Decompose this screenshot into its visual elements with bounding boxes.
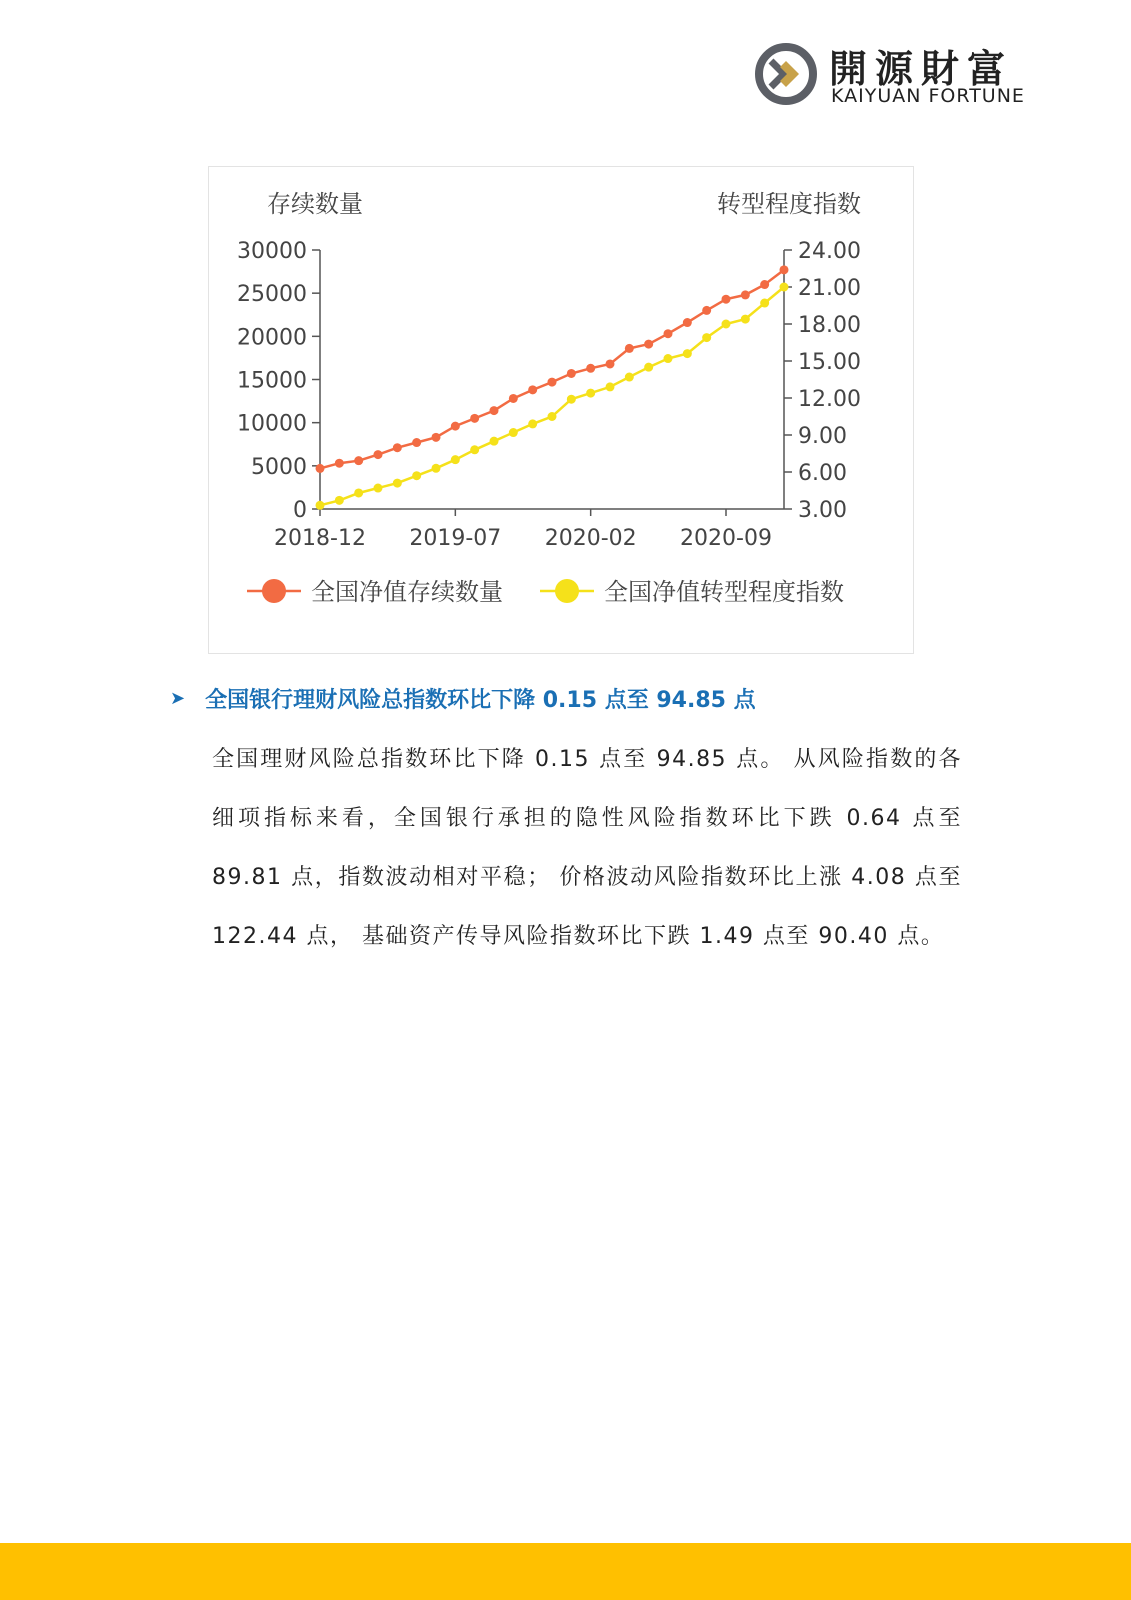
section-paragraph: 全国理财风险总指数环比下降 0.15 点至 94.85 点。 从风险指数的各细项指标来看，全国银行承担的隐性风险指数环比下跌 0.64 点至 89.81 点，指数波动相对平稳； 价格波动风险指数环比上涨 4.08 点至 122.44 点， 基础资产传导风险指数环比下跌 1.49 点至 90.40 点。 bbox=[212, 747, 962, 949]
series-2-point bbox=[393, 479, 402, 488]
left-tick-label: 25000 bbox=[237, 282, 307, 308]
legend-marker-1 bbox=[262, 579, 286, 603]
right-tick-label: 18.00 bbox=[798, 313, 861, 338]
legend-marker-2 bbox=[555, 579, 579, 603]
right-tick-label: 12.00 bbox=[798, 387, 861, 412]
series-2-point bbox=[432, 464, 441, 473]
right-tick-label: 15.00 bbox=[798, 350, 861, 375]
section-heading bbox=[170, 683, 756, 714]
series-2-point bbox=[451, 455, 460, 464]
dual-axis-line-chart bbox=[209, 167, 913, 653]
series-2-point bbox=[528, 419, 537, 428]
series-2-point bbox=[548, 412, 557, 421]
series-2-point bbox=[567, 395, 576, 404]
series-1-point bbox=[470, 414, 479, 423]
right-tick-label: 6.00 bbox=[798, 461, 847, 486]
series-1-point bbox=[354, 456, 363, 465]
series-1-point bbox=[702, 306, 711, 315]
series-line-2 bbox=[320, 287, 784, 505]
series-2-point bbox=[490, 437, 499, 446]
series-1-point bbox=[722, 295, 731, 304]
series-1-point bbox=[509, 394, 518, 403]
logo-name-cn: 開源財富 bbox=[829, 47, 1014, 91]
section-heading-text: 全国银行理财风险总指数环比下降 0.15 点至 94.85 点 bbox=[205, 688, 756, 713]
series-2-point bbox=[780, 283, 789, 292]
left-tick-label: 10000 bbox=[237, 411, 307, 437]
series-1-point bbox=[741, 290, 750, 299]
series-2-point bbox=[374, 484, 383, 493]
company-logo bbox=[753, 38, 1043, 110]
left-tick-label: 15000 bbox=[237, 368, 307, 394]
series-2-point bbox=[606, 382, 615, 391]
series-1-point bbox=[432, 433, 441, 442]
left-tick-label: 20000 bbox=[237, 325, 307, 351]
series-2-point bbox=[664, 354, 673, 363]
series-2-point bbox=[741, 315, 750, 324]
series-1-point bbox=[625, 344, 634, 353]
left-axis-title: 存续数量 bbox=[267, 190, 363, 218]
arrow-bullet-icon: ➤ bbox=[170, 688, 186, 709]
footer-band bbox=[0, 1543, 1131, 1600]
right-axis-title: 转型程度指数 bbox=[717, 190, 861, 218]
x-tick-label: 2018-12 bbox=[274, 526, 366, 551]
series-1-point bbox=[335, 459, 344, 468]
series-1-point bbox=[586, 364, 595, 373]
series-2-point bbox=[683, 349, 692, 358]
left-tick-label: 30000 bbox=[237, 239, 307, 264]
series-1-point bbox=[528, 385, 537, 394]
chart-container bbox=[208, 166, 914, 654]
series-2-point bbox=[509, 428, 518, 437]
series-2-point bbox=[470, 445, 479, 454]
series-1-point bbox=[374, 450, 383, 459]
series-line-1 bbox=[320, 270, 784, 469]
kaiyuan-logo-icon bbox=[753, 41, 819, 107]
series-1-point bbox=[664, 329, 673, 338]
series-2-point bbox=[335, 496, 344, 505]
left-tick-label: 0 bbox=[293, 498, 307, 523]
series-1-point bbox=[412, 438, 421, 447]
right-tick-label: 21.00 bbox=[798, 276, 861, 301]
series-2-point bbox=[702, 333, 711, 342]
left-tick-label: 5000 bbox=[251, 454, 307, 480]
series-1-point bbox=[490, 406, 499, 415]
series-2-point bbox=[625, 373, 634, 382]
series-2-point bbox=[586, 389, 595, 398]
logo-name-en: KAIYUAN FORTUNE bbox=[831, 85, 1025, 107]
series-1-point bbox=[548, 378, 557, 387]
series-1-point bbox=[760, 280, 769, 289]
right-tick-label: 24.00 bbox=[798, 239, 861, 264]
x-tick-label: 2020-02 bbox=[544, 526, 637, 551]
series-1-point bbox=[393, 443, 402, 452]
series-1-point bbox=[567, 369, 576, 378]
x-tick-label: 2019-07 bbox=[409, 526, 502, 551]
series-2-point bbox=[722, 320, 731, 329]
series-2-point bbox=[412, 471, 421, 480]
right-tick-label: 9.00 bbox=[798, 424, 847, 449]
series-1-point bbox=[780, 265, 789, 274]
series-1-point bbox=[316, 464, 325, 473]
series-2-point bbox=[354, 488, 363, 497]
legend-label-2: 全国净值转型程度指数 bbox=[604, 578, 844, 606]
x-tick-label: 2020-09 bbox=[680, 526, 772, 551]
series-1-point bbox=[683, 318, 692, 327]
series-1-point bbox=[644, 340, 653, 349]
series-2-point bbox=[316, 501, 325, 510]
series-1-point bbox=[606, 359, 615, 368]
series-2-point bbox=[760, 299, 769, 308]
series-1-point bbox=[451, 422, 460, 431]
series-2-point bbox=[644, 363, 653, 372]
legend-label-1: 全国净值存续数量 bbox=[311, 578, 503, 606]
right-tick-label: 3.00 bbox=[798, 498, 847, 523]
